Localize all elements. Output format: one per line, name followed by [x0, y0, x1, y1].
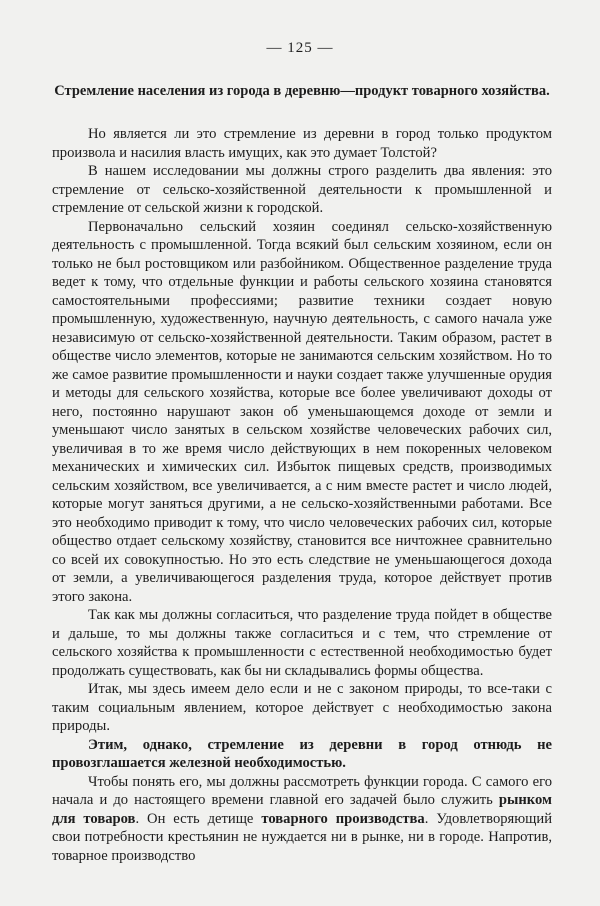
- last-paragraph: [52, 773, 552, 866]
- paragraph: Но является ли это стремление из деревни в город только продуктом произвола и насилия власть имущих, как это думает Толстой?: [52, 126, 552, 161]
- bold-paragraph: Этим, однако, стремление из деревни в город отнюдь не провозглашается железной необходимостью.: [52, 736, 552, 771]
- body-text: [52, 125, 552, 865]
- paragraph: Итак, мы здесь имеем дело если и не с законом природы, то все-таки с таким социальным явлением, которое действует с необходимостью закона природы.: [52, 681, 552, 734]
- paragraph: Так как мы должны согласиться, что разделение труда пойдет в обществе и дальше, то мы должны также согласиться и с тем, что стремление от сельского хозяйства к промышленности с естественной необходимостью будет продолжать существовать, как бы ни складывались формы общества.: [52, 607, 552, 679]
- paragraph: Первоначально сельский хозяин соединял сельско-хозяйственную деятельность с промышленной. Тогда всякий был сельским хозяином, если он только не был ростовщиком или разбойником. Общественное разделение труда ведет к тому, что отдельные функции и работы сельского хозяина становятся самостоятельными профессиями; развитие техники создает новую промышленную, художественную, научную деятельность, с самого начала уже независимую от сельско-хозяйственной деятельности. Таким образом, растет в обществе число элементов, которые не занимаются сельским хозяйством. Но то же самое развитие промышленности и науки создает также улучшенные орудия и методы для сельского хозяйства, которые все более увеличивают доходы от него, постоянно нарушают закон об уменьшающемся доходе от земли и уменьшают число занятых в сельском хозяйстве человеческих рабочих сил, увеличивая в то же время число действующих в нем покоренных человеком механических и химических сил. Избыток пищевых средств, производимых сельским хозяйством, все увеличивается, а с ним вместе растет и число людей, которые могут заняться другими, а не сельско-хозяйственными работами. Все это необходимо приводит к тому, что число человеческих рабочих сил, которые общество отдает сельскому хозяйству, становится все ничтожнее сравнительно со всей их совокупностью. Но это есть следствие не уменьшающегося дохода от земли, а увеличивающегося разделения труда, которое действует против этого закона.: [52, 218, 552, 605]
- text-run: Чтобы понять его, мы должны рассмотреть функции города. С самого его начала и до настоящего времени главной его задачей было служить: [52, 773, 552, 808]
- text-run: . Удовлетворяющий свои потребности крестьянин не нуждается ни в рынке, ни в городе. Напротив, товарное производство: [52, 810, 553, 864]
- emphasis-production: товарного производства: [261, 810, 425, 827]
- emphasis-market: рынком для товаров: [52, 792, 552, 827]
- text-run: . Он есть детище: [135, 810, 262, 827]
- paragraph: В нашем исследовании мы должны строго разделить два явления: это стремление от сельско-хозяйственной деятельности к промышленной и стремление от сельской жизни к городской.: [52, 163, 552, 216]
- section-title: Стремление населения из города в деревню—продукт товарного хозяйства.: [54, 83, 550, 99]
- page-number: — 125 —: [266, 40, 334, 56]
